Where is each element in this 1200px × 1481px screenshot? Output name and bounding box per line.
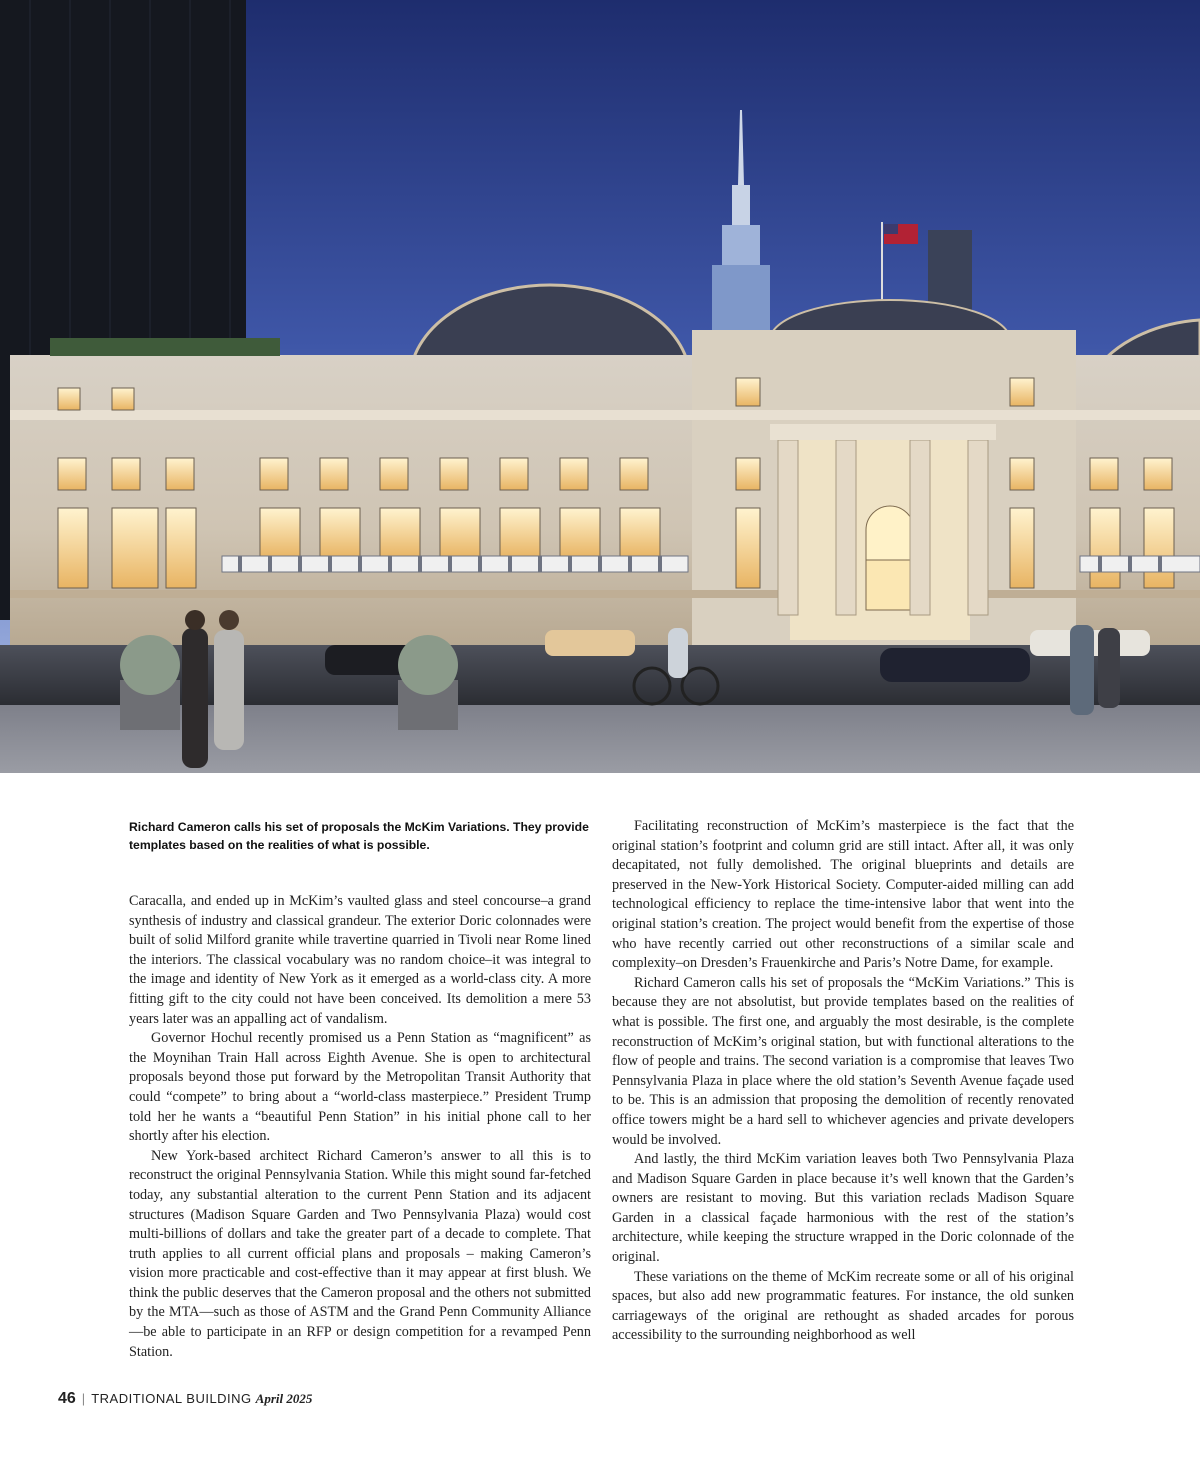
paragraph: Caracalla, and ended up in McKim’s vaulted glass and steel concourse–a grand synthesis of industry and classical grandeur. The exterior Doric colonnades were built of solid Milford granite while travertine quarried in Tivoli near Rome lined the interiors. The classical vocabulary was no random choice–it was integral to the image and identity of New York as it emerged as a world-class city. A more fitting gift to the city could not have been conceived. Its demolition a mere 53 years later was an appalling act of vandalism. xyxy=(129,893,591,1027)
paragraph: Richard Cameron calls his set of proposals the “McKim Variations.” This is because they are not absolutist, but provide templates based on the realities of what is possible. The first one, and arguably the most desirable, is the complete reconstruction of McKim’s original station, but with functional alterations to the flow of people and trains. The second variation is a compromise that leaves Two Pennsylvania Plaza in place where the old station’s Seventh Avenue façade used to be. This is an admission that proposing the demolition of recently renovated office towers might be a hard sell to whichever agencies and private developers would be involved. xyxy=(612,974,1074,1148)
article-column-left xyxy=(129,892,591,1362)
article-column-right xyxy=(612,817,1074,1346)
page-number: 46 xyxy=(58,1390,76,1407)
footer-separator: | xyxy=(81,1391,86,1406)
paragraph: New York-based architect Richard Cameron’s answer to all this is to reconstruct the original Pennsylvania Station. While this might sound far-fetched today, any substantial alteration to the current Penn Station and its adjacent structures (Madison Square Garden and Two Pennsylvania Plaza) would cost multi-billions of dollars and take the greater part of a decade to complete. That truth applies to all current official plans and proposals – making Cameron’s vision more practicable and cost-effective than it may appear at first blush. We think the public deserves that the Cameron proposal and the others not submitted by the MTA—such as those of ASTM and the Grand Penn Community Alliance—be able to participate in an RFP or design competition for a revamped Penn Station. xyxy=(129,1147,591,1360)
photo-caption: Richard Cameron calls his set of proposals the McKim Variations. They provide templates based on the realities of what is possible. xyxy=(129,820,589,852)
paragraph: These variations on the theme of McKim recreate some or all of his original spaces, but also add new programmatic features. For instance, the old sunken carriageways of the original are rethought as shaded arcades for porous accessibility to the surrounding neighborhood as well xyxy=(612,1268,1074,1344)
page-footer xyxy=(58,1390,312,1408)
paragraph: Governor Hochul recently promised us a Penn Station as “magnificent” as the Moynihan Train Hall across Eighth Avenue. She is open to architectural proposals beyond those put forward by the Metropolitan Transit Authority that could “compete” to bring about a “world-class masterpiece.” President Trump told her he wants a “beautiful Penn Station” in his initial phone call to her shortly after his election. xyxy=(129,1030,591,1145)
paragraph: Facilitating reconstruction of McKim’s masterpiece is the fact that the original station’s footprint and column grid are still intact. After all, it was only decapitated, not fully demolished. The original blueprints and details are preserved in the New-York Historical Society. Computer-aided milling can add technological efficiency to replace the time-intensive labor that went into the original station’s creation. The project would benefit from the expertise of those who have recently carried out other reconstructions of a similar scale and complexity–on Dresden’s Frauenkirche and Paris’s Notre Dame, for example. xyxy=(612,818,1074,972)
paragraph: And lastly, the third McKim variation leaves both Two Pennsylvania Plaza and Madison Square Garden in place because it’s well known that the Garden’s owners are resistant to moving. But this variation reclads Madison Square Garden in a classical façade harmonious with the rest of the station’s architecture, while keeping the structure wrapped in the Doric colonnade of the original. xyxy=(612,1151,1074,1266)
issue-date: April 2025 xyxy=(255,1391,313,1406)
publication-name: TRADITIONAL BUILDING xyxy=(91,1391,252,1406)
